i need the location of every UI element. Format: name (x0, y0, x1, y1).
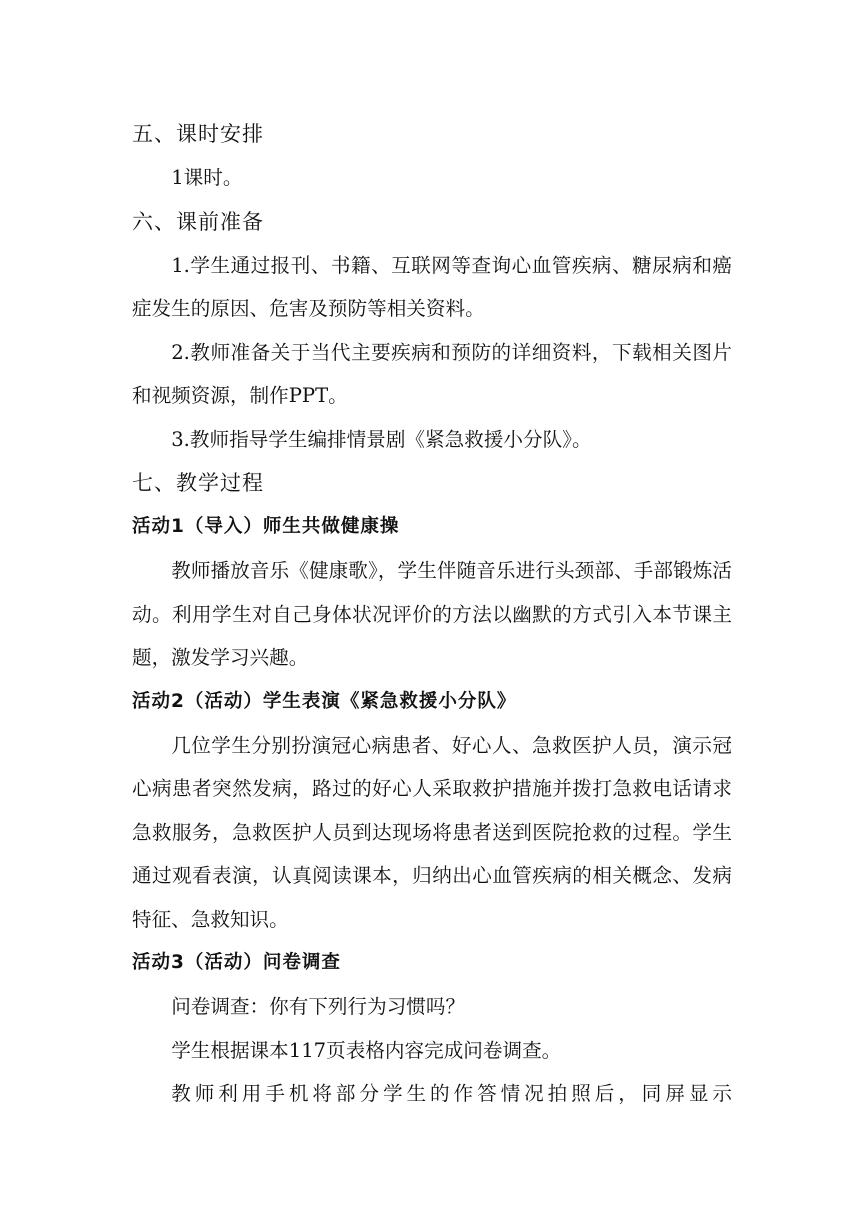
document-page (132, 112, 732, 1116)
section-heading-preparation: 六、课前准备 (132, 209, 264, 234)
activity-3-paragraph-3: 教师利用手机将部分学生的作答情况拍照后，同屏显示 (171, 1082, 732, 1105)
section-heading-schedule: 五、课时安排 (132, 122, 264, 146)
preparation-item-3: 3.教师指导学生编排情景剧《紧急救援小分队》。 (171, 427, 592, 451)
activity-3-paragraph-2: 学生根据课本117页表格内容完成问卷调查。 (171, 1038, 562, 1062)
activity-2-paragraph: 几位学生分别扮演冠心病患者、好心人、急救医护人员，演示冠心病患者突然发病，路过的好心人采取救护措施并拨打急救电话请求急救服务，急救医护人员到达现场将患者送到医院抢救的过程。学生通过观看表演，认真阅读课本，归纳出心血管疾病的相关概念、发病特征、急救知识。 (132, 733, 732, 931)
activity-1-paragraph: 教师播放音乐《健康歌》，学生伴随音乐进行头颈部、手部锻炼活动。利用学生对自己身体状况评价的方法以幽默的方式引入本节课主题，激发学习兴趣。 (132, 559, 732, 669)
section-heading-teaching-process: 七、教学过程 (132, 471, 264, 495)
preparation-item-2: 2.教师准备关于当代主要疾病和预防的详细资料，下载相关图片和视频资源，制作PPT。 (132, 340, 732, 407)
preparation-item-1: 1.学生通过报刊、书籍、互联网等查询心血管疾病、糖尿病和癌症发生的原因、危害及预防等相关资料。 (132, 253, 732, 320)
activity-3-title: 活动3（活动）问卷调查 (132, 952, 341, 973)
activity-1-title: 活动1（导入）师生共做健康操 (132, 516, 400, 537)
activity-2-title: 活动2（活动）学生表演《紧急救援小分队》 (132, 690, 517, 712)
schedule-paragraph: 1课时。 (171, 166, 243, 189)
activity-3-paragraph-1: 问卷调查：你有下列行为习惯吗？ (171, 995, 466, 1018)
